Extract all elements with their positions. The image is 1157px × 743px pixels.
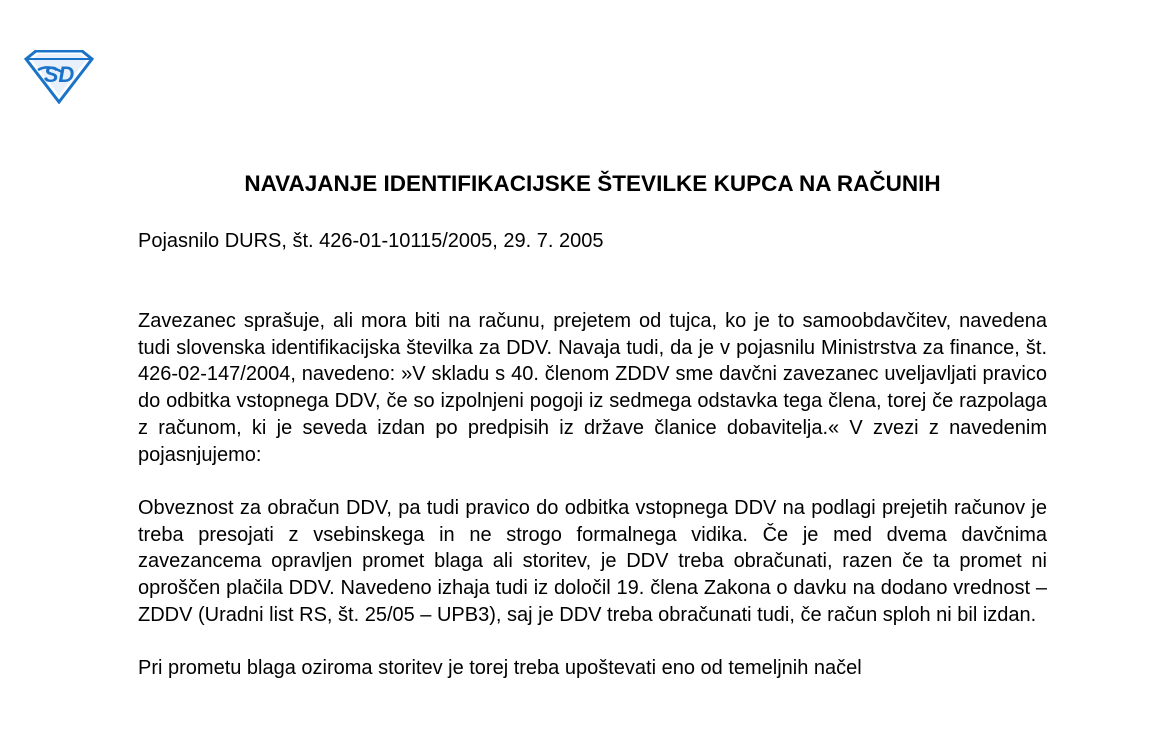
paragraph: Pri prometu blaga oziroma storitev je torej treba upoštevati eno od temeljnih načel	[138, 657, 862, 680]
paragraph: Zavezanec sprašuje, ali mora biti na računu, prejetem od tujca, ko je to samoobdavčitev, navedena tudi slovenska identifikacijska številka za DDV. Navaja tudi, da je v pojasnilu Ministrstva za finance, št. 426-02-147/2004, navedeno: »V skladu s 40. členom ZDDV sme davčni zavezanec uveljavljati pravico do odbitka vstopnega DDV, če so izpolnjeni pogoji iz sedmega odstavka tega člena, torej če razpolaga z računom, ki je seveda izdan po predpisih iz države članice dobavitelja.« V zvezi z navedenim pojasnjujemo:	[138, 310, 1047, 466]
document-subtitle: Pojasnilo DURS, št. 426-01-10115/2005, 29. 7. 2005	[138, 230, 604, 252]
document-body	[138, 308, 1047, 709]
document-title: NAVAJANJE IDENTIFIKACIJSKE ŠTEVILKE KUPCA NA RAČUNIH	[244, 171, 941, 196]
sd-diamond-logo-icon	[22, 50, 96, 104]
paragraph: Obveznost za obračun DDV, pa tudi pravico do odbitka vstopnega DDV na podlagi prejetih računov je treba presojati z vsebinskega in ne strogo formalnega vidika. Če je med dvema davčnima zavezancema opravljen promet blaga ali storitev, je DDV treba obračunati, razen če ta promet ni oproščen plačila DDV. Navedeno izhaja tudi iz določil 19. člena Zakona o davku na dodano vrednost – ZDDV (Uradni list RS, št. 25/05 – UPB3), saj je DDV treba obračunati tudi, če račun sploh ni bil izdan.	[138, 496, 1047, 626]
logo-text: SD	[43, 62, 75, 87]
